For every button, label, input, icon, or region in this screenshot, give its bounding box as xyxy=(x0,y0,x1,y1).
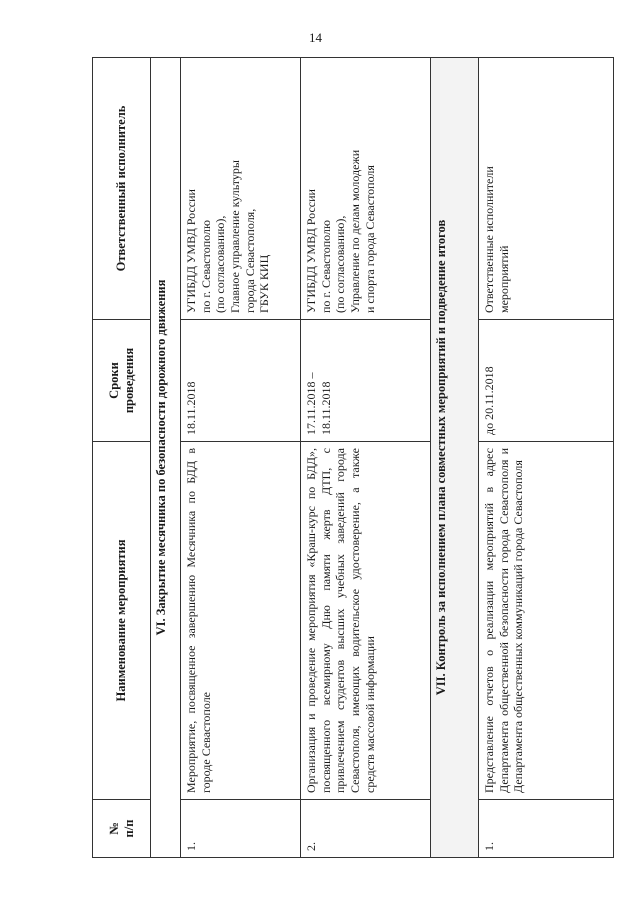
event-name: Организация и проведение мероприятия «Краш-курс по БДД», посвященного всемирному Дню памяти жертв ДТП, с привлечением студентов высших учебных заведений города Севастополя, имеющих водительское удостоверение, а также средств массовой информации xyxy=(301,442,431,800)
section-7-title: VII. Контроль за исполнением плана совместных мероприятий и подведение итогов xyxy=(431,58,479,858)
section-heading-row xyxy=(431,58,479,858)
event-name: Мероприятие, посвященное завершению Месячника по БДД в городе Севастополе xyxy=(181,442,301,800)
table-header-row xyxy=(93,58,151,858)
events-table xyxy=(92,57,614,858)
page-number: 14 xyxy=(309,30,322,45)
table-row xyxy=(479,58,614,858)
row-number: 1. xyxy=(181,800,301,858)
header-responsible: Ответственный исполнитель xyxy=(93,58,151,320)
event-responsible: УГИБДД УМВД России по г. Севастополю (по согласованию), Главное управление культуры города Севастополя, ГБУК КИЦ xyxy=(181,58,301,320)
header-num: № п/п xyxy=(93,800,151,858)
section-6-title: VI. Закрытие месячника по безопасности дорожного движения xyxy=(151,58,181,858)
row-number: 1. xyxy=(479,800,614,858)
row-number: 2. xyxy=(301,800,431,858)
table-row xyxy=(181,58,301,858)
table-row xyxy=(301,58,431,858)
event-responsible: Ответственные исполнители мероприятий xyxy=(479,58,614,320)
event-date: 17.11.2018 – 18.11.2018 xyxy=(301,320,431,442)
event-date: 18.11.2018 xyxy=(181,320,301,442)
rotated-table-wrapper xyxy=(92,58,614,858)
header-dates: Сроки проведения xyxy=(93,320,151,442)
event-date: до 20.11.2018 xyxy=(479,320,614,442)
event-responsible: УГИБДД УМВД России по г. Севастополю (по согласованию), Управление по делам молодежи и спорта города Севастополя xyxy=(301,58,431,320)
event-name: Представление отчетов о реализации мероприятий в адрес Департамента общественной безопасности города Севастополя и Департамента общественных коммуникаций города Севастополя xyxy=(479,442,614,800)
section-heading-row xyxy=(151,58,181,858)
header-name: Наименование мероприятия xyxy=(93,442,151,800)
